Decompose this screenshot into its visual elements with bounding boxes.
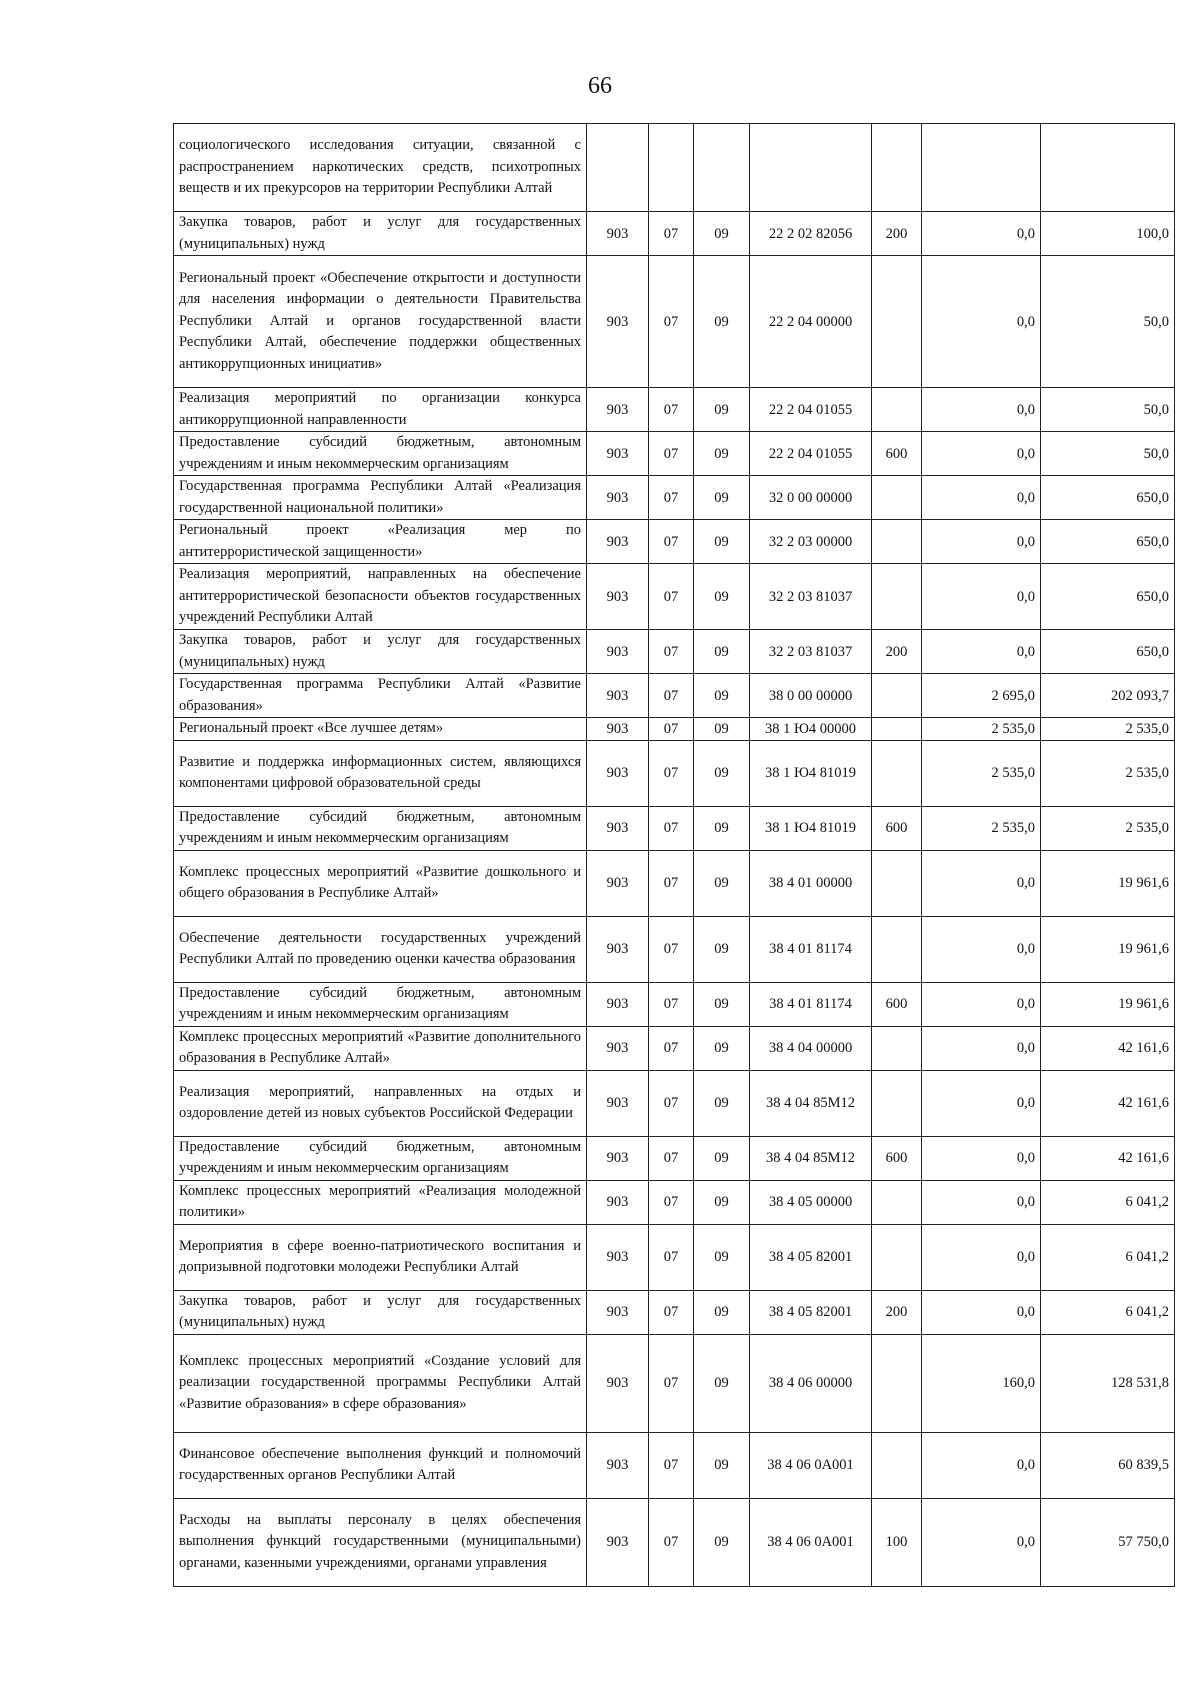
cell-sum-2: 2 535,0 [1041, 740, 1175, 806]
cell-rz: 07 [649, 564, 694, 630]
table-row [174, 806, 1175, 850]
cell-name: Комплекс процессных мероприятий «Развитие дополнительного образования в Республике Алтай» [174, 1026, 587, 1070]
cell-csr: 38 4 05 82001 [750, 1224, 872, 1290]
cell-csr: 38 4 01 81174 [750, 982, 872, 1026]
cell-sum-1: 0,0 [922, 1498, 1041, 1586]
cell-pr: 09 [694, 432, 750, 476]
cell-sum-2: 2 535,0 [1041, 806, 1175, 850]
cell-rz: 07 [649, 256, 694, 388]
cell-csr: 38 1 Ю4 00000 [750, 718, 872, 741]
table-row [174, 1026, 1175, 1070]
cell-vr [872, 1432, 922, 1498]
cell-rz: 07 [649, 476, 694, 520]
cell-sum-1: 2 535,0 [922, 718, 1041, 741]
cell-csr: 32 2 03 81037 [750, 630, 872, 674]
cell-sum-1: 0,0 [922, 1070, 1041, 1136]
cell-pr [694, 124, 750, 212]
cell-vr [872, 1334, 922, 1432]
cell-csr: 38 4 04 85М12 [750, 1070, 872, 1136]
cell-sum-1: 2 695,0 [922, 674, 1041, 718]
cell-sum-2: 50,0 [1041, 432, 1175, 476]
cell-gr: 903 [587, 806, 649, 850]
cell-gr: 903 [587, 916, 649, 982]
cell-pr: 09 [694, 1290, 750, 1334]
cell-name: Обеспечение деятельности государственных учреждений Республики Алтай по проведению оценки качества образования [174, 916, 587, 982]
cell-vr: 200 [872, 1290, 922, 1334]
cell-gr: 903 [587, 630, 649, 674]
cell-rz: 07 [649, 806, 694, 850]
cell-sum-2: 650,0 [1041, 476, 1175, 520]
cell-name: Государственная программа Республики Алтай «Развитие образования» [174, 674, 587, 718]
cell-rz: 07 [649, 1070, 694, 1136]
cell-rz: 07 [649, 1136, 694, 1180]
cell-gr: 903 [587, 1334, 649, 1432]
cell-sum-1: 0,0 [922, 1290, 1041, 1334]
cell-name: Комплекс процессных мероприятий «Создание условий для реализации государственной программы Республики Алтай «Развитие образования» в сфере образования» [174, 1334, 587, 1432]
table-row [174, 1136, 1175, 1180]
cell-csr: 22 2 02 82056 [750, 212, 872, 256]
cell-gr: 903 [587, 674, 649, 718]
cell-sum-1: 0,0 [922, 1224, 1041, 1290]
cell-rz: 07 [649, 432, 694, 476]
cell-name: Региональный проект «Реализация мер по антитеррористической защищенности» [174, 520, 587, 564]
cell-vr [872, 124, 922, 212]
cell-sum-2: 6 041,2 [1041, 1180, 1175, 1224]
cell-pr: 09 [694, 916, 750, 982]
cell-csr: 38 4 05 00000 [750, 1180, 872, 1224]
cell-csr: 38 4 01 00000 [750, 850, 872, 916]
cell-pr: 09 [694, 564, 750, 630]
cell-pr: 09 [694, 1432, 750, 1498]
cell-pr: 09 [694, 1070, 750, 1136]
cell-gr: 903 [587, 388, 649, 432]
table-row [174, 916, 1175, 982]
cell-sum-2: 6 041,2 [1041, 1290, 1175, 1334]
cell-vr: 600 [872, 806, 922, 850]
table-row [174, 212, 1175, 256]
cell-name: Финансовое обеспечение выполнения функций и полномочий государственных органов Республики Алтай [174, 1432, 587, 1498]
cell-vr [872, 388, 922, 432]
cell-sum-1: 0,0 [922, 432, 1041, 476]
cell-vr: 600 [872, 982, 922, 1026]
budget-table [173, 123, 1175, 1587]
cell-name: Закупка товаров, работ и услуг для государственных (муниципальных) нужд [174, 1290, 587, 1334]
cell-name: Комплекс процессных мероприятий «Реализация молодежной политики» [174, 1180, 587, 1224]
cell-csr: 32 2 03 81037 [750, 564, 872, 630]
cell-csr: 38 4 01 81174 [750, 916, 872, 982]
cell-gr: 903 [587, 520, 649, 564]
table-row [174, 674, 1175, 718]
table-row [174, 520, 1175, 564]
cell-name: Региональный проект «Обеспечение открытости и доступности для населения информации о деятельности Правительства Республики Алтай и органов государственной власти Республики Алтай, обеспечение поддержки общественных антикоррупционных инициатив» [174, 256, 587, 388]
cell-vr: 200 [872, 212, 922, 256]
cell-sum-1: 2 535,0 [922, 740, 1041, 806]
cell-gr: 903 [587, 1136, 649, 1180]
cell-sum-1: 0,0 [922, 476, 1041, 520]
cell-pr: 09 [694, 740, 750, 806]
cell-sum-2: 100,0 [1041, 212, 1175, 256]
cell-sum-2: 19 961,6 [1041, 916, 1175, 982]
cell-sum-1: 2 535,0 [922, 806, 1041, 850]
cell-sum-1: 0,0 [922, 564, 1041, 630]
cell-rz: 07 [649, 520, 694, 564]
table-row [174, 630, 1175, 674]
cell-pr: 09 [694, 388, 750, 432]
cell-csr: 32 2 03 00000 [750, 520, 872, 564]
table-row [174, 1498, 1175, 1586]
cell-rz: 07 [649, 388, 694, 432]
cell-rz: 07 [649, 674, 694, 718]
table-row [174, 124, 1175, 212]
cell-pr: 09 [694, 718, 750, 741]
cell-pr: 09 [694, 1498, 750, 1586]
cell-sum-1: 0,0 [922, 630, 1041, 674]
cell-name: Региональный проект «Все лучшее детям» [174, 718, 587, 741]
cell-gr: 903 [587, 850, 649, 916]
cell-vr [872, 256, 922, 388]
table-row [174, 476, 1175, 520]
cell-vr [872, 1070, 922, 1136]
cell-pr: 09 [694, 982, 750, 1026]
cell-vr [872, 564, 922, 630]
cell-csr: 38 0 00 00000 [750, 674, 872, 718]
cell-csr: 22 2 04 01055 [750, 432, 872, 476]
cell-rz: 07 [649, 1180, 694, 1224]
cell-rz: 07 [649, 1026, 694, 1070]
cell-rz: 07 [649, 850, 694, 916]
cell-csr: 22 2 04 00000 [750, 256, 872, 388]
table-row [174, 1432, 1175, 1498]
cell-csr: 32 0 00 00000 [750, 476, 872, 520]
table-row [174, 388, 1175, 432]
cell-vr: 600 [872, 1136, 922, 1180]
cell-csr: 38 4 04 00000 [750, 1026, 872, 1070]
cell-name: Реализация мероприятий, направленных на отдых и оздоровление детей из новых субъектов Российской Федерации [174, 1070, 587, 1136]
table-row [174, 740, 1175, 806]
cell-name: Мероприятия в сфере военно-патриотического воспитания и допризывной подготовки молодежи Республики Алтай [174, 1224, 587, 1290]
cell-csr: 38 4 04 85М12 [750, 1136, 872, 1180]
cell-gr: 903 [587, 1070, 649, 1136]
cell-vr [872, 1180, 922, 1224]
cell-rz: 07 [649, 1334, 694, 1432]
cell-sum-2: 2 535,0 [1041, 718, 1175, 741]
cell-rz: 07 [649, 1498, 694, 1586]
table-row [174, 1334, 1175, 1432]
cell-name: Закупка товаров, работ и услуг для государственных (муниципальных) нужд [174, 630, 587, 674]
cell-sum-1: 0,0 [922, 1136, 1041, 1180]
cell-sum-1: 0,0 [922, 1432, 1041, 1498]
cell-vr [872, 740, 922, 806]
cell-pr: 09 [694, 256, 750, 388]
table-row [174, 718, 1175, 741]
table-row [174, 1180, 1175, 1224]
cell-pr: 09 [694, 850, 750, 916]
cell-vr [872, 718, 922, 741]
cell-gr: 903 [587, 1432, 649, 1498]
cell-csr: 38 1 Ю4 81019 [750, 740, 872, 806]
cell-name: Предоставление субсидий бюджетным, автономным учреждениям и иным некоммерческим организациям [174, 982, 587, 1026]
cell-csr: 38 4 06 0А001 [750, 1432, 872, 1498]
cell-sum-2: 50,0 [1041, 388, 1175, 432]
cell-gr: 903 [587, 1180, 649, 1224]
page-number: 66 [588, 73, 612, 99]
cell-sum-1: 0,0 [922, 850, 1041, 916]
cell-gr: 903 [587, 256, 649, 388]
cell-vr [872, 520, 922, 564]
cell-csr: 38 4 06 0А001 [750, 1498, 872, 1586]
cell-vr: 100 [872, 1498, 922, 1586]
cell-name: Развитие и поддержка информационных систем, являющихся компонентами цифровой образовательной среды [174, 740, 587, 806]
cell-rz: 07 [649, 1432, 694, 1498]
cell-sum-1: 0,0 [922, 1026, 1041, 1070]
cell-rz: 07 [649, 212, 694, 256]
cell-rz: 07 [649, 740, 694, 806]
cell-sum-2: 57 750,0 [1041, 1498, 1175, 1586]
cell-csr: 22 2 04 01055 [750, 388, 872, 432]
table-row [174, 1224, 1175, 1290]
cell-sum-2: 42 161,6 [1041, 1136, 1175, 1180]
cell-gr: 903 [587, 476, 649, 520]
cell-vr [872, 674, 922, 718]
cell-sum-2 [1041, 124, 1175, 212]
cell-pr: 09 [694, 1334, 750, 1432]
cell-gr: 903 [587, 1026, 649, 1070]
cell-pr: 09 [694, 1180, 750, 1224]
cell-vr [872, 1224, 922, 1290]
cell-pr: 09 [694, 806, 750, 850]
cell-vr [872, 850, 922, 916]
cell-pr: 09 [694, 674, 750, 718]
cell-rz: 07 [649, 982, 694, 1026]
cell-sum-2: 650,0 [1041, 564, 1175, 630]
table-row [174, 564, 1175, 630]
cell-name: Закупка товаров, работ и услуг для государственных (муниципальных) нужд [174, 212, 587, 256]
cell-gr [587, 124, 649, 212]
cell-pr: 09 [694, 630, 750, 674]
cell-sum-2: 19 961,6 [1041, 850, 1175, 916]
cell-name: Расходы на выплаты персоналу в целях обеспечения выполнения функций государственными (муниципальными) органами, казенными учреждениями, органами управления [174, 1498, 587, 1586]
cell-sum-2: 50,0 [1041, 256, 1175, 388]
cell-name: Комплекс процессных мероприятий «Развитие дошкольного и общего образования в Республике Алтай» [174, 850, 587, 916]
cell-vr [872, 1026, 922, 1070]
cell-sum-1: 0,0 [922, 1180, 1041, 1224]
cell-gr: 903 [587, 1290, 649, 1334]
cell-csr: 38 1 Ю4 81019 [750, 806, 872, 850]
cell-csr: 38 4 06 00000 [750, 1334, 872, 1432]
cell-sum-2: 128 531,8 [1041, 1334, 1175, 1432]
table-row [174, 432, 1175, 476]
cell-pr: 09 [694, 476, 750, 520]
cell-csr: 38 4 05 82001 [750, 1290, 872, 1334]
cell-rz: 07 [649, 1290, 694, 1334]
cell-gr: 903 [587, 982, 649, 1026]
cell-sum-2: 42 161,6 [1041, 1026, 1175, 1070]
cell-gr: 903 [587, 718, 649, 741]
cell-rz: 07 [649, 1224, 694, 1290]
cell-name: Предоставление субсидий бюджетным, автономным учреждениям и иным некоммерческим организациям [174, 1136, 587, 1180]
table-row [174, 850, 1175, 916]
cell-vr: 600 [872, 432, 922, 476]
cell-sum-2: 650,0 [1041, 520, 1175, 564]
cell-sum-2: 19 961,6 [1041, 982, 1175, 1026]
cell-pr: 09 [694, 1224, 750, 1290]
cell-rz: 07 [649, 916, 694, 982]
cell-sum-1: 0,0 [922, 388, 1041, 432]
table-row [174, 1070, 1175, 1136]
cell-name: социологического исследования ситуации, связанной с распространением наркотических средств, психотропных веществ и их прекурсоров на территории Республики Алтай [174, 124, 587, 212]
table-row [174, 982, 1175, 1026]
cell-pr: 09 [694, 212, 750, 256]
cell-vr [872, 916, 922, 982]
cell-name: Реализация мероприятий по организации конкурса антикоррупционной направленности [174, 388, 587, 432]
cell-rz: 07 [649, 630, 694, 674]
cell-gr: 903 [587, 1498, 649, 1586]
cell-pr: 09 [694, 1136, 750, 1180]
cell-sum-1: 0,0 [922, 256, 1041, 388]
cell-pr: 09 [694, 520, 750, 564]
cell-name: Реализация мероприятий, направленных на обеспечение антитеррористической безопасности объектов государственных учреждений Республики Алтай [174, 564, 587, 630]
cell-sum-2: 42 161,6 [1041, 1070, 1175, 1136]
cell-gr: 903 [587, 740, 649, 806]
cell-pr: 09 [694, 1026, 750, 1070]
cell-name: Государственная программа Республики Алтай «Реализация государственной национальной политики» [174, 476, 587, 520]
cell-gr: 903 [587, 564, 649, 630]
cell-sum-1 [922, 124, 1041, 212]
cell-sum-1: 0,0 [922, 520, 1041, 564]
cell-sum-2: 650,0 [1041, 630, 1175, 674]
cell-csr [750, 124, 872, 212]
cell-sum-2: 202 093,7 [1041, 674, 1175, 718]
cell-gr: 903 [587, 212, 649, 256]
cell-sum-2: 60 839,5 [1041, 1432, 1175, 1498]
cell-rz [649, 124, 694, 212]
cell-sum-1: 0,0 [922, 212, 1041, 256]
cell-name: Предоставление субсидий бюджетным, автономным учреждениям и иным некоммерческим организациям [174, 432, 587, 476]
cell-name: Предоставление субсидий бюджетным, автономным учреждениям и иным некоммерческим организациям [174, 806, 587, 850]
cell-sum-1: 160,0 [922, 1334, 1041, 1432]
cell-gr: 903 [587, 432, 649, 476]
cell-sum-2: 6 041,2 [1041, 1224, 1175, 1290]
cell-vr: 200 [872, 630, 922, 674]
cell-gr: 903 [587, 1224, 649, 1290]
table-row [174, 1290, 1175, 1334]
cell-sum-1: 0,0 [922, 982, 1041, 1026]
cell-sum-1: 0,0 [922, 916, 1041, 982]
table-row [174, 256, 1175, 388]
cell-rz: 07 [649, 718, 694, 741]
cell-vr [872, 476, 922, 520]
